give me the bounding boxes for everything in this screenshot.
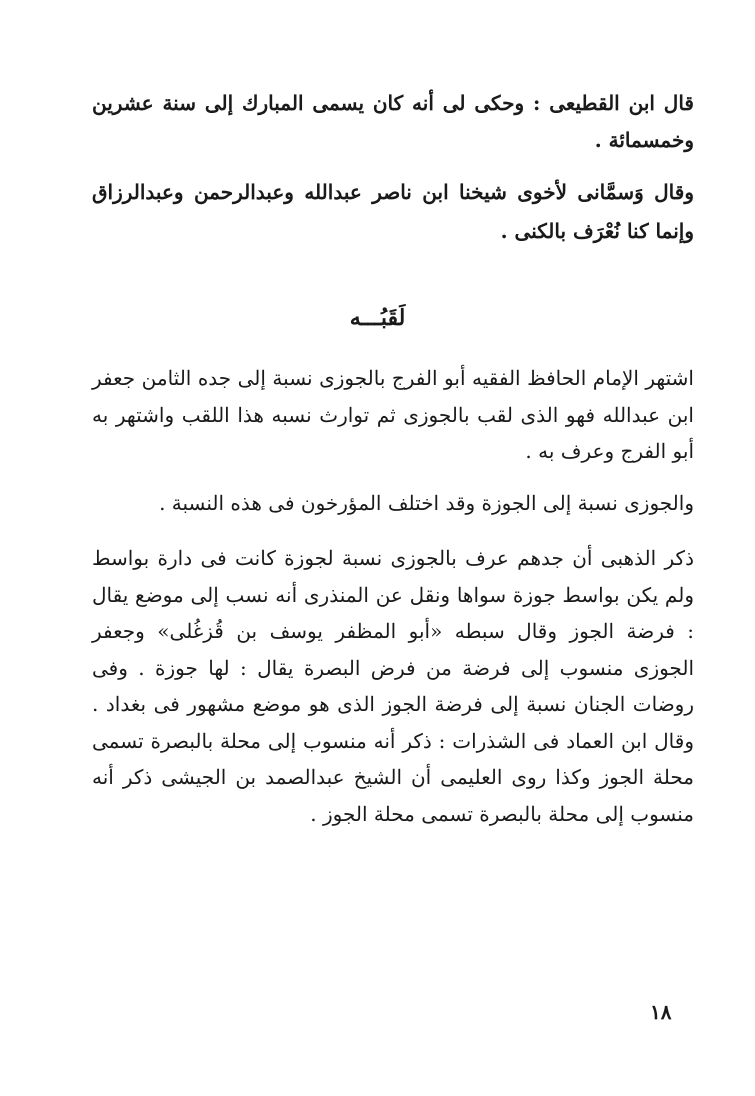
page-number: ١٨ [650, 1000, 672, 1024]
paragraph-nisba-accounts: ذكر الذهبى أن جدهم عرف بالجوزى نسبة لجوزة كانت فى دارة بواسط ولم يكن بواسط جوزة سواها ونقل عن المنذرى أنه نسب إلى موضع يقال : فرضة الجوز وقال سبطه «أبو المظفر يوسف بن قُزغُلى» وجعفر الجوزى منسوب إلى فرضة من فرض البصرة يقال : لها جوزة . وفى روضات الجنان نسبة إلى فرضة الجوز الذى هو موضع مشهور فى بغداد . وقال ابن العماد فى الشذرات : ذكر أنه منسوب إلى محلة بالبصرة تسمى محلة الجوز وكذا روى العليمى أن الشيخ عبدالصمد بن الجيشى ذكر أنه منسوب إلى محلة بالبصرة تسمى محلة الجوز . [92, 546, 694, 826]
section-heading-laqab: لَقَبُـــه [349, 305, 406, 331]
paragraph-kunya-note: وقال وَسمَّانى لأخوى شيخنا ابن ناصر عبدالله وعبدالرحمن وعبدالرزاق وإنما كنا نُعْرَف بالكنى . [92, 180, 694, 243]
paragraph-nisba-dispute: والجوزى نسبة إلى الجوزة وقد اختلف المؤرخون فى هذه النسبة . [159, 491, 694, 515]
paragraph-name-note: قال ابن القطيعى : وحكى لى أنه كان يسمى المبارك إلى سنة عشرين وخمسمائة . [92, 91, 694, 152]
paragraph-laqab-origin: اشتهر الإمام الحافظ الفقيه أبو الفرج بالجوزى نسبة إلى جده الثامن جعفر ابن عبدالله فهو الذى لقب بالجوزى ثم توارث نسبه هذا اللقب واشتهر به أبو الفرج وعرف به . [92, 366, 694, 463]
